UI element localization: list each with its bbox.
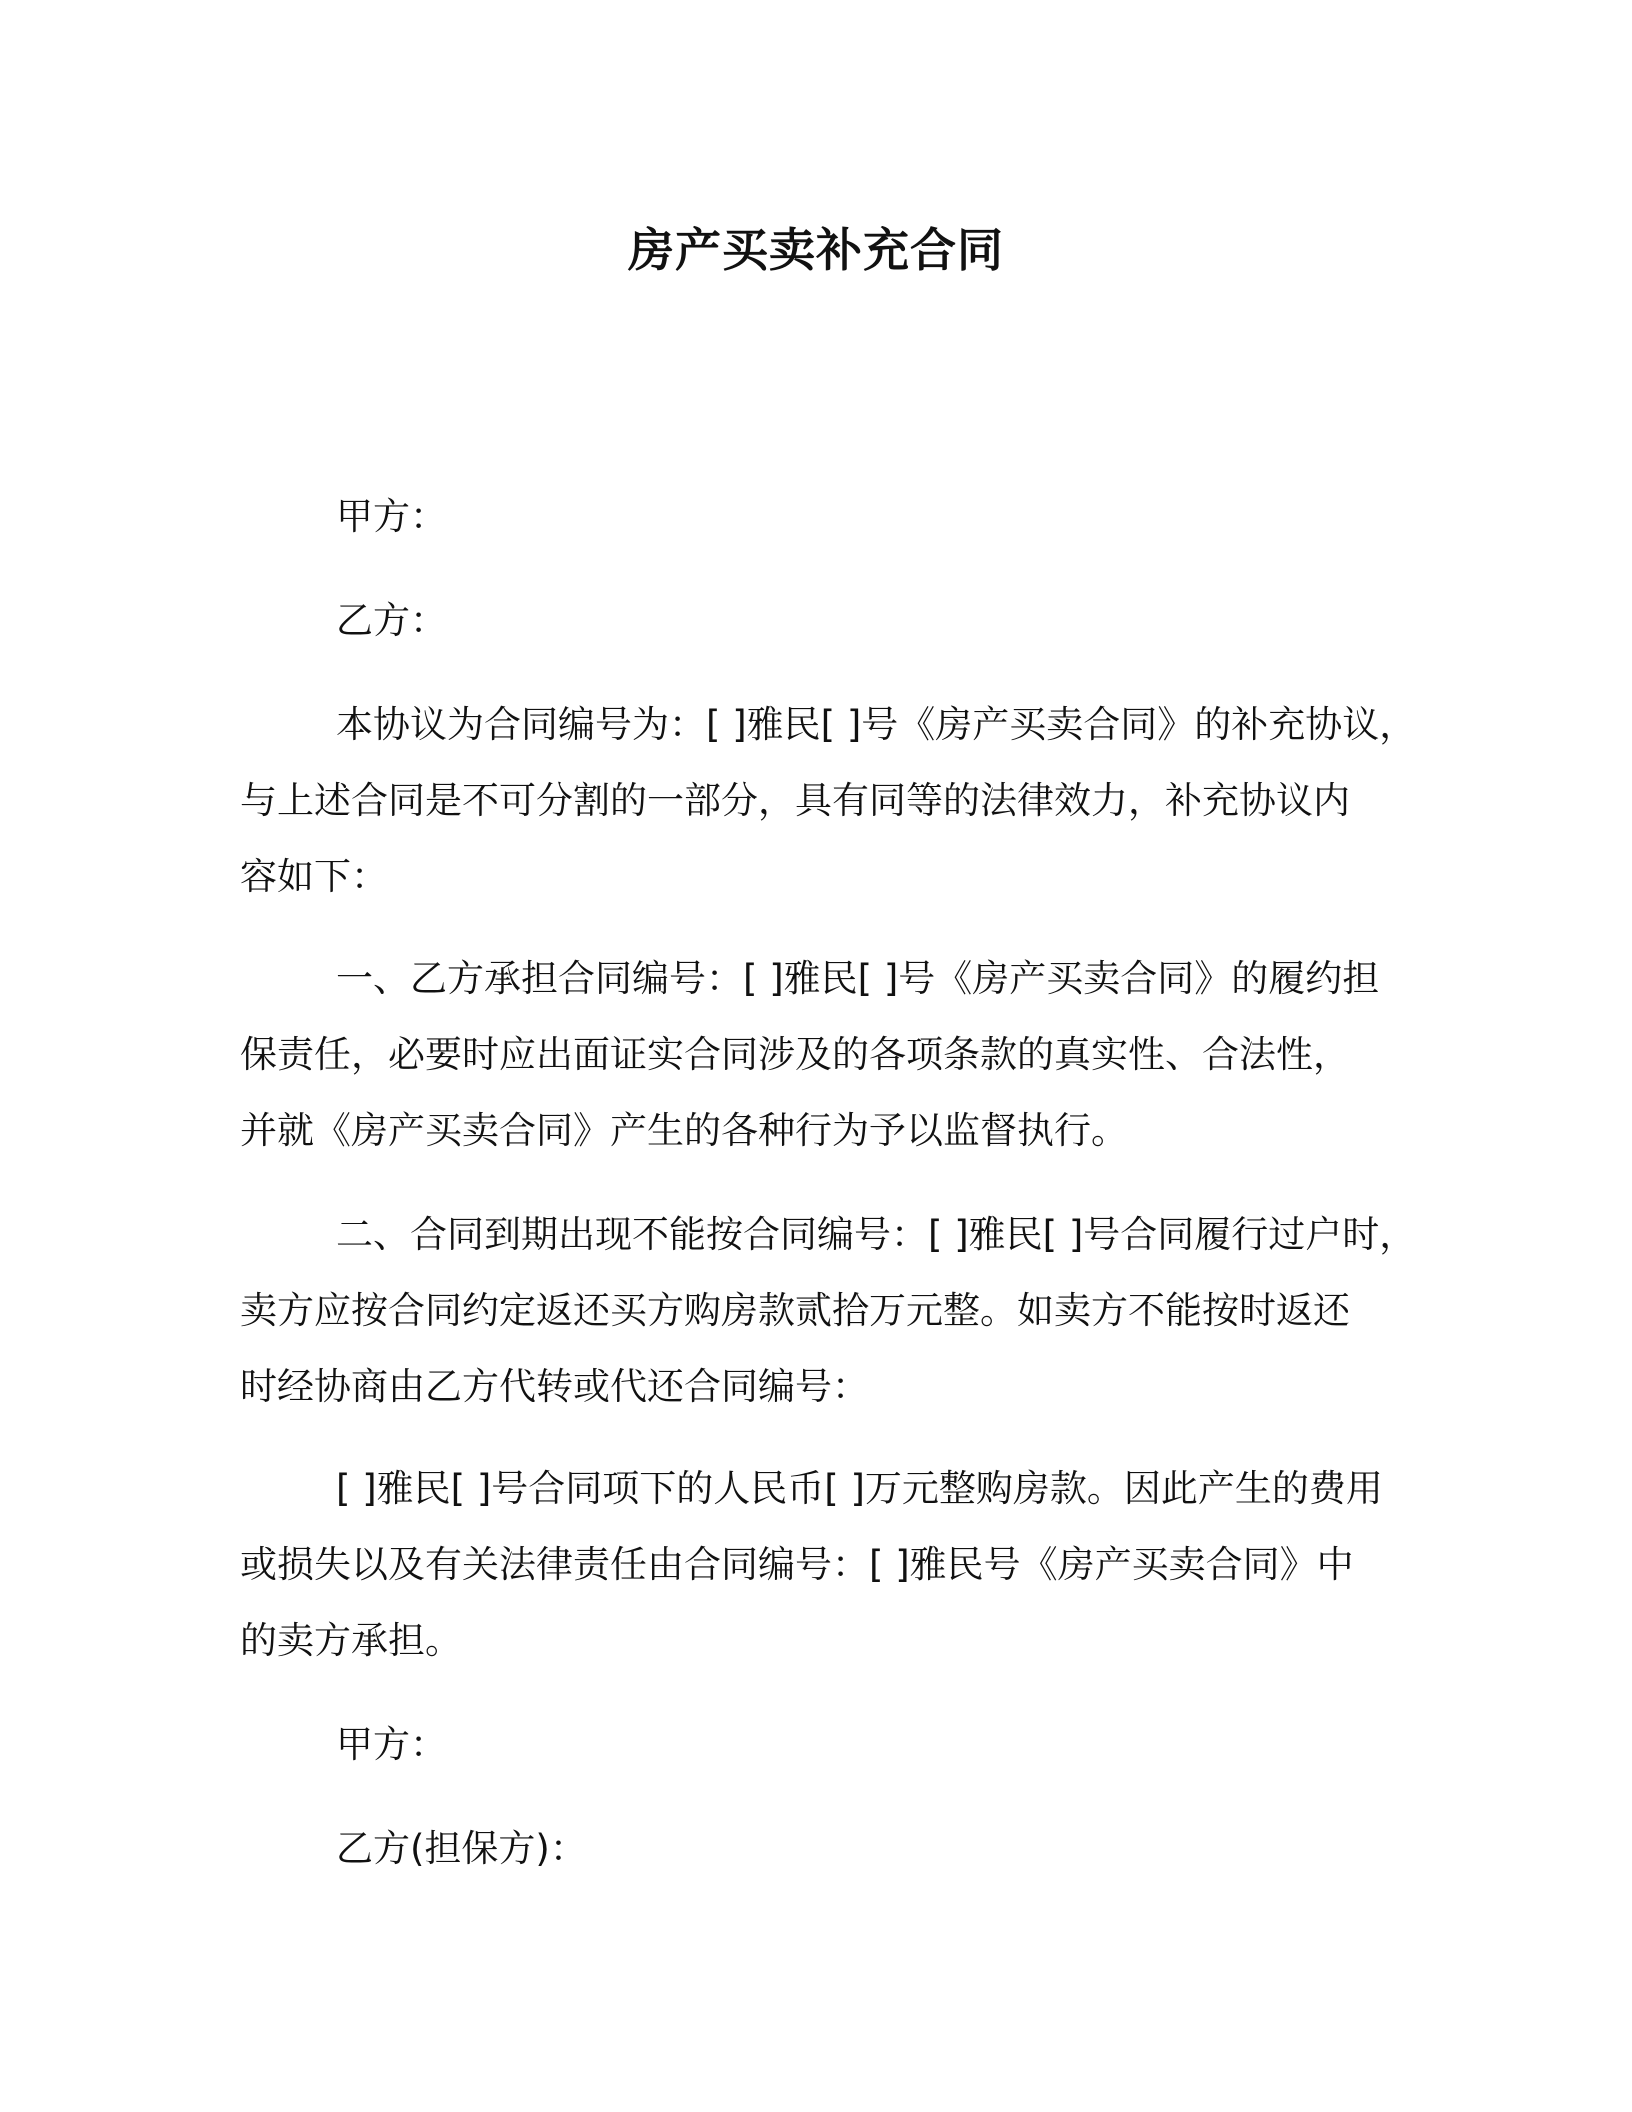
party-b-label: 乙方： xyxy=(336,599,447,642)
clause-two-continuation-line-2: 或损失以及有关法律责任由合同编号：[ ]雅民号《房产买卖合同》中 xyxy=(240,1543,1354,1586)
clause-two-line-3: 时经协商由乙方代转或代还合同编号： xyxy=(240,1365,869,1408)
clause-one-line-2: 保责任，必要时应出面证实合同涉及的各项条款的真实性、合法性， xyxy=(240,1033,1350,1076)
party-a-label: 甲方： xyxy=(336,495,447,538)
document-title: 房产买卖补充合同 xyxy=(628,223,1004,277)
signature-party-a: 甲方： xyxy=(336,1723,447,1766)
intro-line-3: 容如下： xyxy=(240,855,388,898)
clause-one-line-1: 一、乙方承担合同编号：[ ]雅民[ ]号《房产买卖合同》的履约担 xyxy=(336,957,1380,1000)
clause-two-continuation-line-3: 的卖方承担。 xyxy=(240,1619,462,1662)
signature-party-b-guarantor: 乙方(担保方)： xyxy=(336,1827,587,1870)
clause-one-line-3: 并就《房产买卖合同》产生的各种行为予以监督执行。 xyxy=(240,1109,1128,1152)
clause-two-line-1: 二、合同到期出现不能按合同编号：[ ]雅民[ ]号合同履行过户时， xyxy=(336,1213,1417,1256)
clause-two-continuation-line-1: [ ]雅民[ ]号合同项下的人民币[ ]万元整购房款。因此产生的费用 xyxy=(336,1467,1383,1510)
clause-two-line-2: 卖方应按合同约定返还买方购房款贰拾万元整。如卖方不能按时返还 xyxy=(240,1289,1350,1332)
intro-line-1: 本协议为合同编号为：[ ]雅民[ ]号《房产买卖合同》的补充协议， xyxy=(336,703,1417,746)
intro-line-2: 与上述合同是不可分割的一部分，具有同等的法律效力，补充协议内 xyxy=(240,779,1350,822)
